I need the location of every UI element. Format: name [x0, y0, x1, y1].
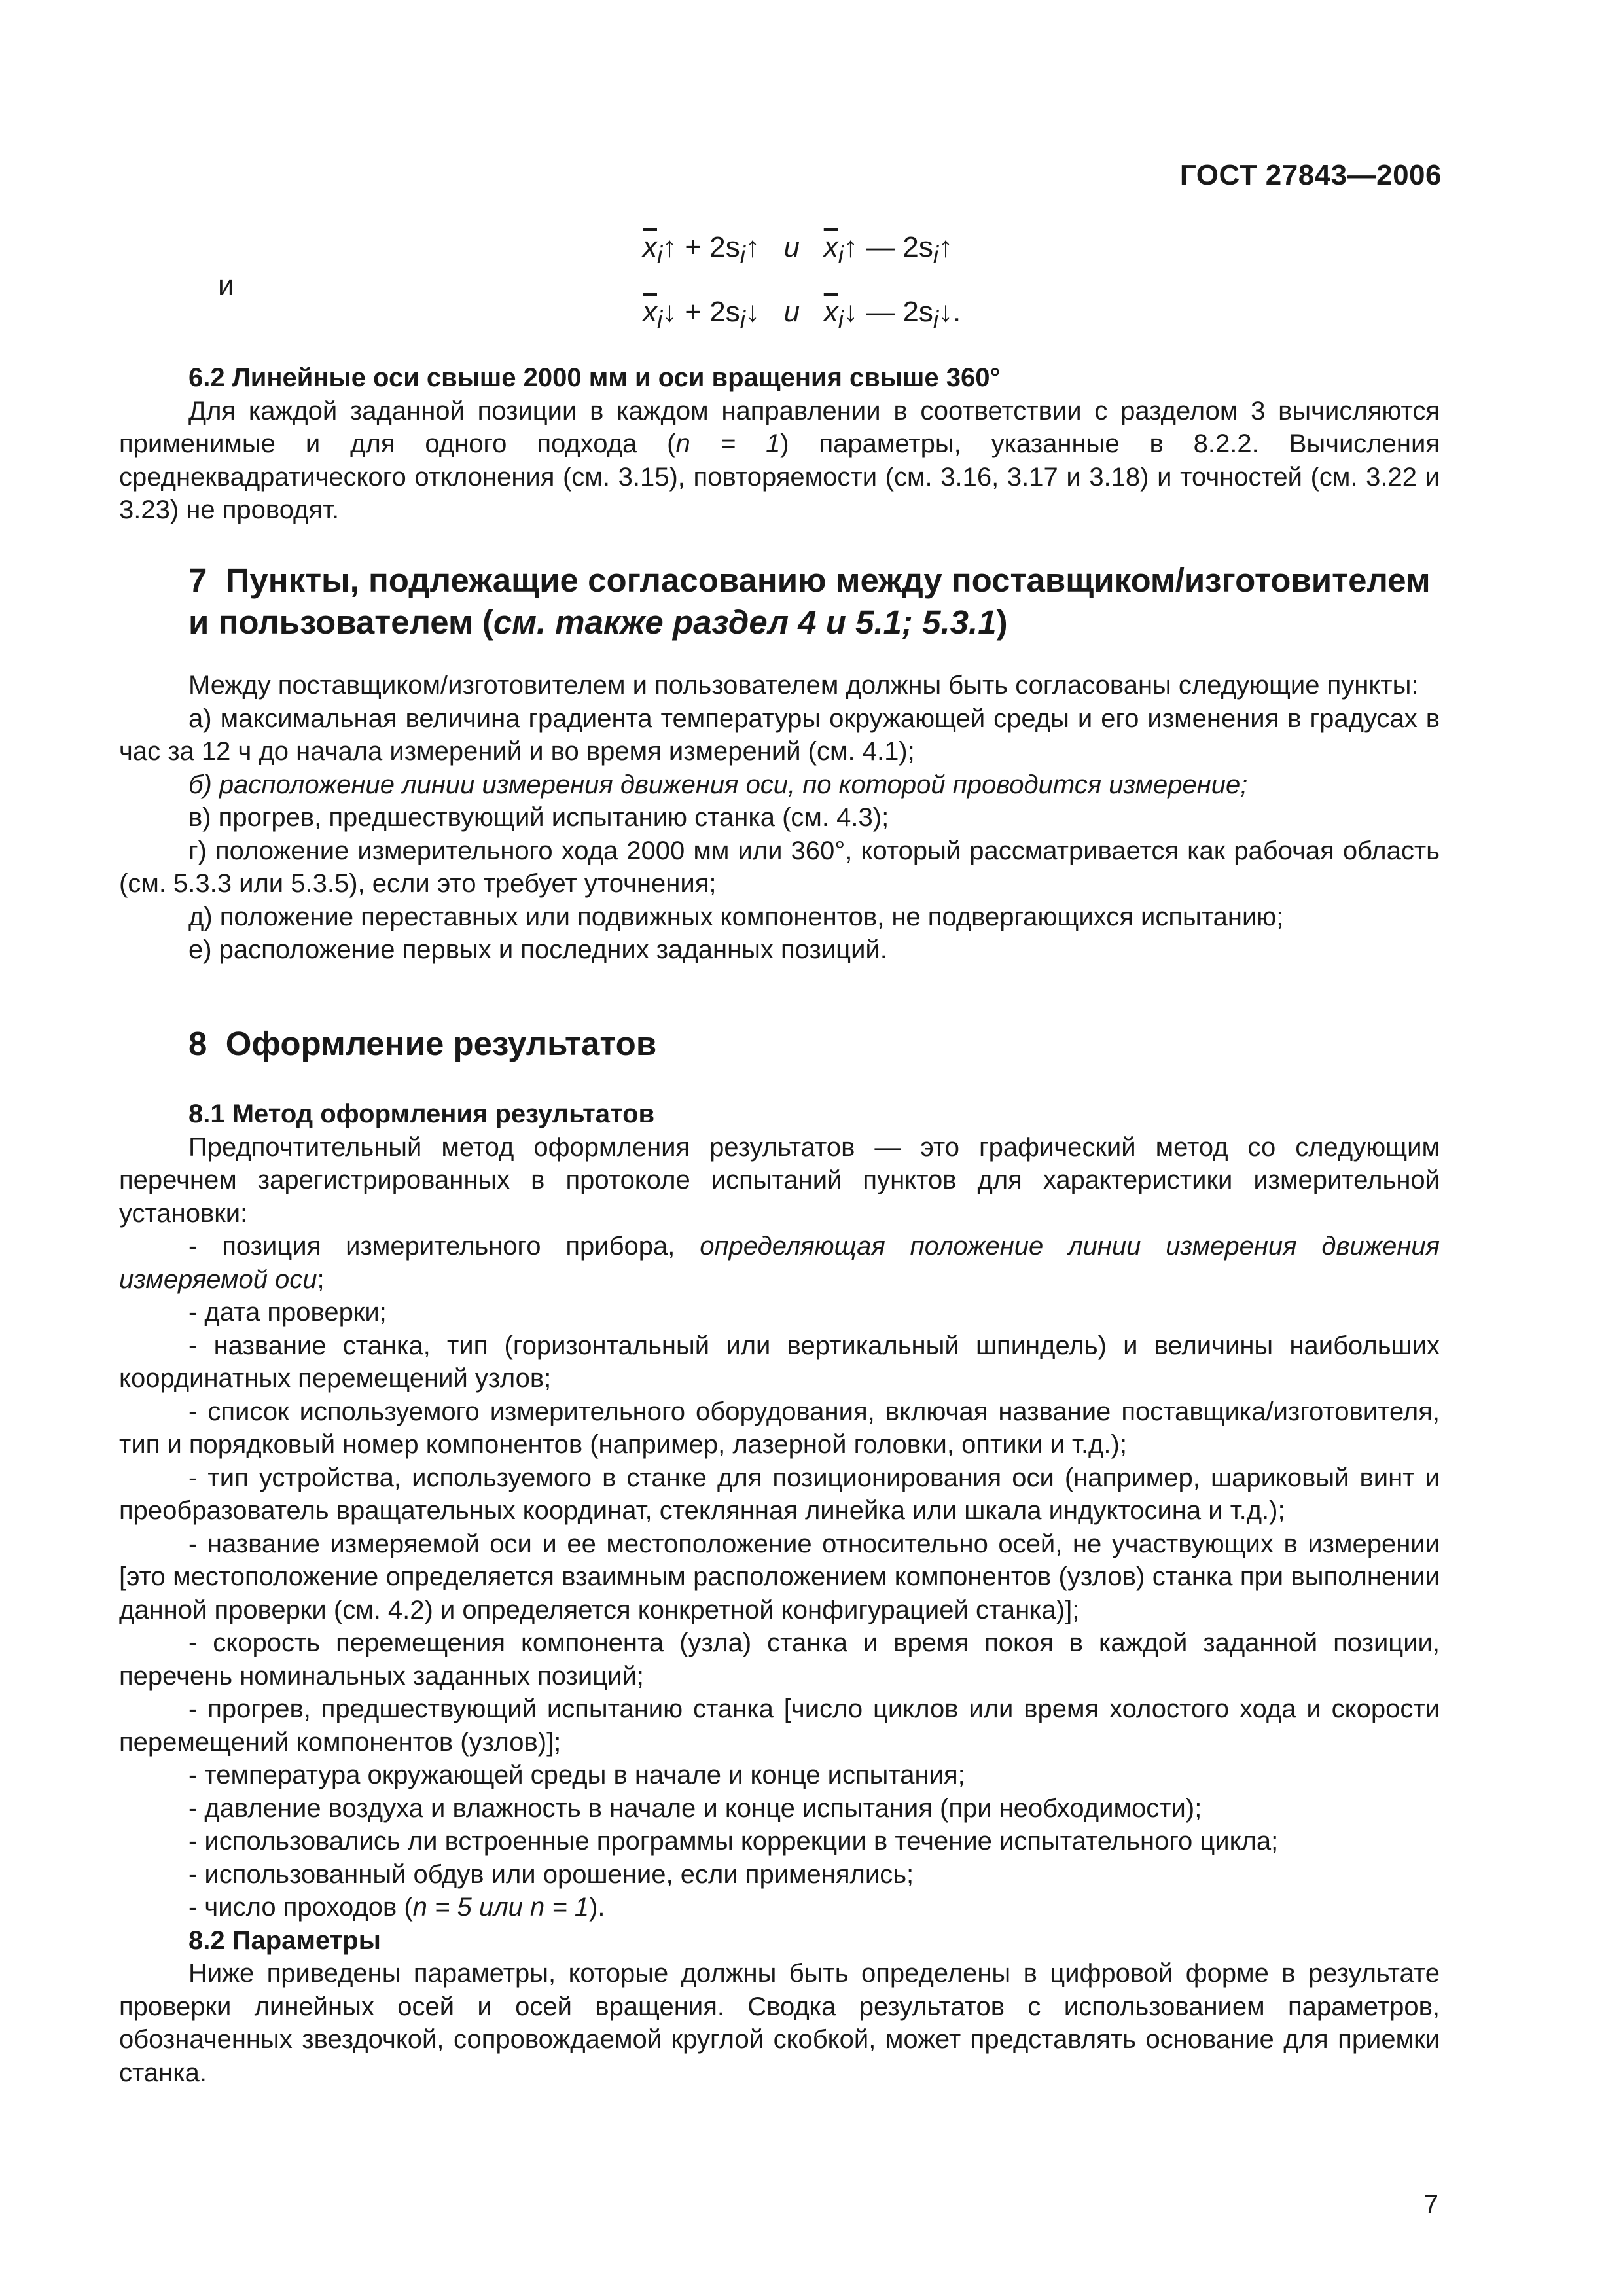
list-item: - позиция измерительного прибора, определяющая положение линии измерения движения измеряемой оси;: [119, 1232, 1440, 1294]
list-item: - скорость перемещения компонента (узла) станка и время покоя в каждой заданной позиции, перечень номинальных заданных позиций;: [119, 1628, 1440, 1691]
list-item: - число проходов (n = 5 или n = 1).: [188, 1893, 605, 1922]
section-6-2-paragraph: Для каждой заданной позиции в каждом направлении в соответствии с разделом 3 вычисляются применимые и для одного подхода (n = 1) параметры, указанные в 8.2.2. Вычисления среднеквадратического отклонения (см. 3.15), повторяемости (см. 3.16, 3.17 и 3.18) и точностей (см. 3.22 и 3.23) не проводят.: [119, 396, 1440, 524]
page-number: 7: [1423, 2190, 1438, 2219]
formula-and-word: и: [218, 270, 234, 302]
list-item: - температура окружающей среды в начале и конце испытания;: [188, 1761, 965, 1789]
section-8-heading: [119, 1023, 1440, 1065]
section-7-body: [119, 669, 1440, 967]
list-item: е) расположение первых и последних заданных позиций.: [188, 935, 887, 964]
section-8-title: 8 Оформление результатов: [188, 1025, 657, 1062]
section-8-2-paragraph: Ниже приведены параметры, которые должны быть определены в цифровой форме в результате проверки линейных осей и осей вращения. Сводка результатов с использованием параметров, обозначенных звездочкой, сопровождаемой круглой скобкой, может представлять основание для приемки станка.: [119, 1959, 1440, 2087]
list-item: д) положение переставных или подвижных компонентов, не подвергающихся испытанию;: [188, 902, 1284, 931]
section-7-intro: Между поставщиком/изготовителем и пользователем должны быть согласованы следующие пункты:: [188, 671, 1419, 700]
list-item: в) прогрев, предшествующий испытанию станка (см. 4.3);: [188, 803, 889, 832]
section-6-2-heading: 6.2 Линейные оси свыше 2000 мм и оси вращения свыше 360°: [188, 363, 1001, 392]
list-item: г) положение измерительного хода 2000 мм или 360°, который рассматривается как рабочая область (см. 5.3.3 или 5.3.5), если это требует уточнения;: [119, 836, 1440, 898]
list-item: - название станка, тип (горизонтальный или вертикальный шпиндель) и величины наибольших координатных перемещений узлов;: [119, 1331, 1440, 1393]
section-8-1-heading: 8.1 Метод оформления результатов: [188, 1100, 655, 1128]
section-7-title-line2: и пользователем (см. также раздел 4 и 5.1; 5.3.1): [188, 603, 1008, 641]
list-item: б) расположение линии измерения движения оси, по которой проводится измерение;: [188, 770, 1248, 799]
list-item: - использованный обдув или орошение, если применялись;: [188, 1859, 914, 1889]
formula-line-down: $\overline{x}_i↓$ + $2s_i↓$ и $\overline{x}_i↓$ — $2s_i↓$.: [643, 296, 961, 333]
list-item: - тип устройства, используемого в станке для позиционирования оси (например, шариковый винт и преобразователь вращательных координат, стеклянная линейка или шкала индуктосина и т.д.);: [119, 1463, 1440, 1525]
section-8-1-intro: Предпочтительный метод оформления результатов — это графический метод со следующим перечнем зарегистрированных в протоколе испытаний пунктов для характеристики измерительной установки:: [119, 1132, 1440, 1228]
list-item: - список используемого измерительного оборудования, включая название поставщика/изготовителя, тип и порядковый номер компонентов (например, лазерной головки, оптики и т.д.);: [119, 1397, 1440, 1459]
list-item: - использовались ли встроенные программы коррекции в течение испытательного цикла;: [188, 1827, 1279, 1856]
list-item: - давление воздуха и влажность в начале и конце испытания (при необходимости);: [188, 1793, 1202, 1823]
formula-line-up: $\overline{x}_i↑$ + $2s_i↑$ и $\overline{x}_i↑$ — $2s_i↑$: [643, 231, 953, 268]
list-item: а) максимальная величина градиента температуры окружающей среды и его изменения в градусах в час за 12 ч до начала измерений и во время измерений (см. 4.1);: [119, 704, 1440, 766]
list-item: - дата проверки;: [188, 1298, 387, 1327]
list-item: - название измеряемой оси и ее местоположение относительно осей, не участвующих в измерении [это местоположение определяется взаимным расположением компонентов (узлов) станка при выполнении данной проверки (см. 4.2) и определяется конкретной конфигурацией станка)];: [119, 1529, 1440, 1624]
section-8-2-heading: 8.2 Параметры: [188, 1926, 381, 1955]
section-7-heading: [119, 560, 1440, 643]
section-7-title: 7 Пункты, подлежащие согласованию между поставщиком/изготовителем: [188, 562, 1431, 599]
document-id-header: ГОСТ 27843—2006: [1179, 159, 1442, 191]
section-6-2: [119, 361, 1440, 527]
section-8-body: [119, 1098, 1440, 2089]
list-item: - прогрев, предшествующий испытанию станка [число циклов или время холостого хода и скорости перемещений компонентов (узлов)];: [119, 1695, 1440, 1757]
